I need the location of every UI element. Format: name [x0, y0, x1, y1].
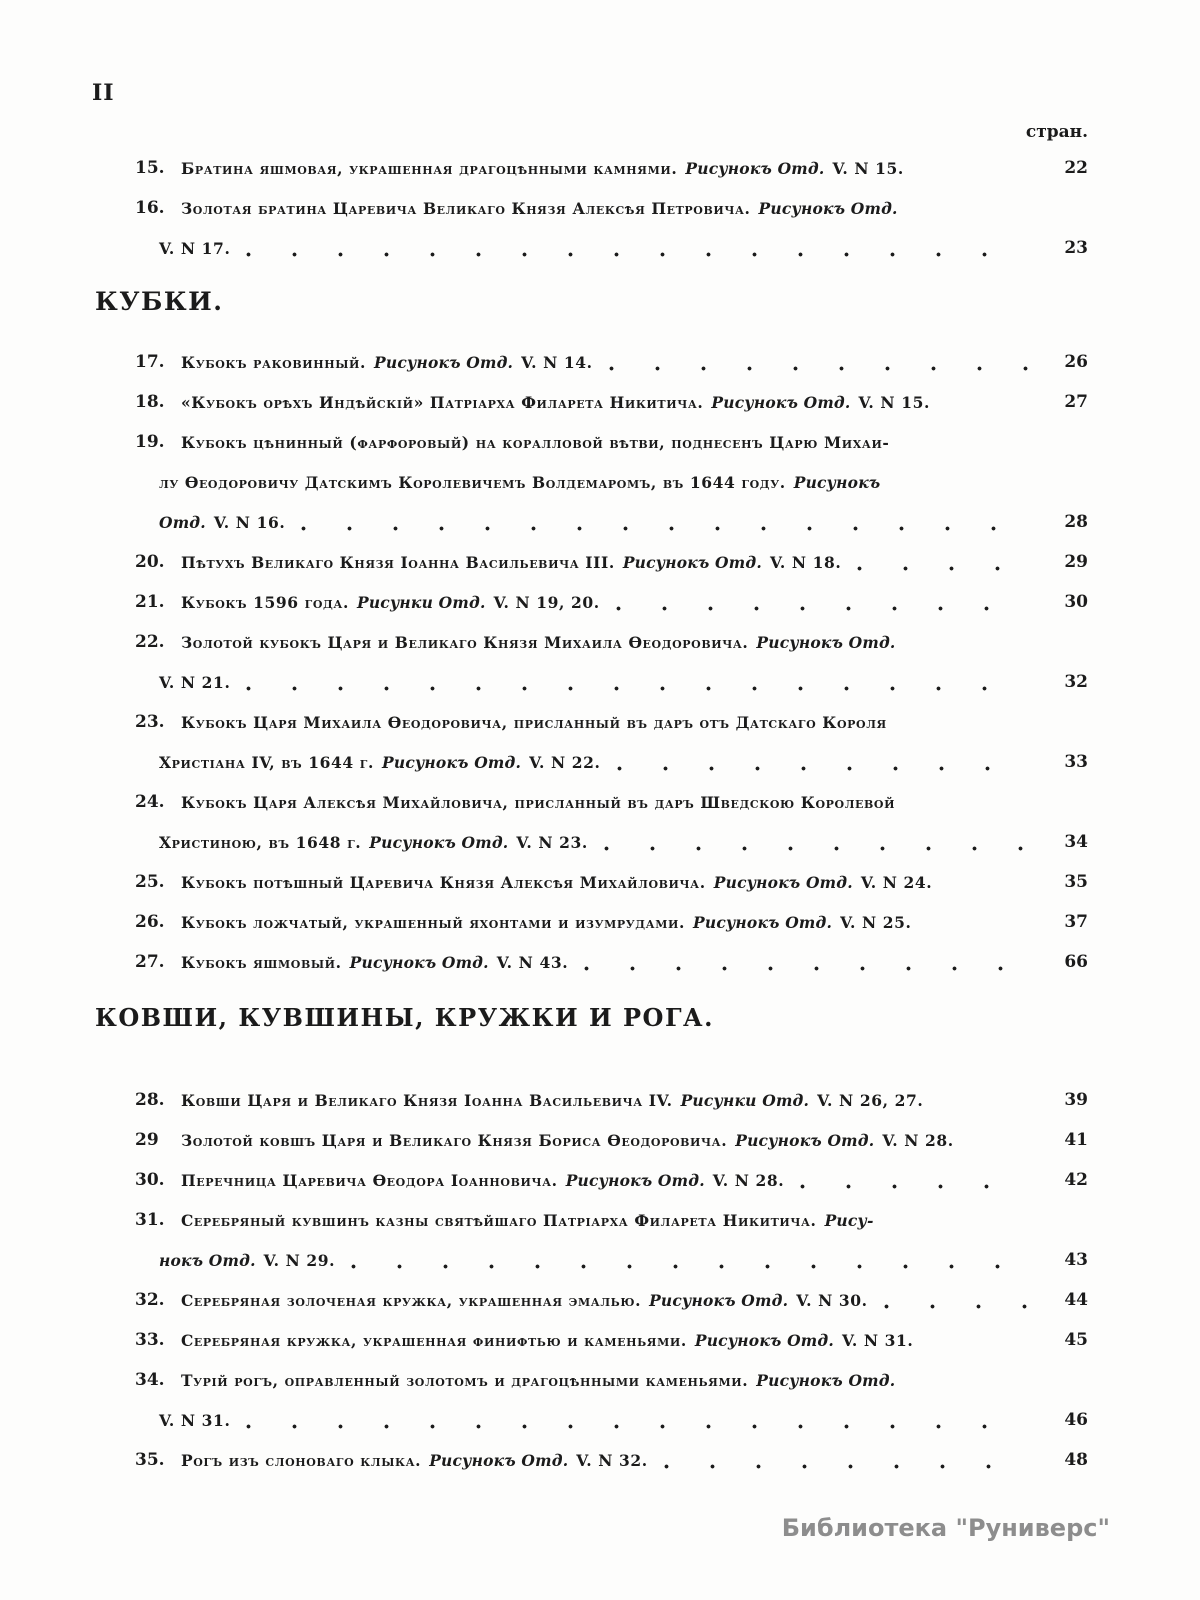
toc-item-line [95, 742, 1088, 782]
item-text: Кубокъ Царя Михаила Ѳеодоровича, присланный въ даръ отъ Датскаго Короля [181, 712, 887, 732]
toc-item-line [95, 902, 1088, 942]
figure-ref: Рисунокъ Отд. [711, 392, 851, 412]
toc-item-line [95, 422, 1088, 462]
toc-item-line [95, 1280, 1088, 1320]
item-number: 24. [135, 792, 165, 812]
figure-number: V. N 28. [882, 1130, 954, 1150]
dot-leader [616, 606, 1028, 611]
figure-ref: Рисунокъ Отд. [565, 1170, 705, 1190]
item-text: Золотой кубокъ Царя и Великаго Князя Михаила Ѳеодоровича. [181, 632, 749, 652]
item-text: Кубокъ раковинный. [181, 352, 367, 372]
figure-number: V. N 23. [516, 832, 588, 852]
table-of-contents [95, 116, 1088, 1480]
figure-ref: нокъ Отд. [159, 1250, 256, 1270]
section-heading-kovshi: КОВШИ, КУВШИНЫ, КРУЖКИ И РОГА. [95, 1003, 714, 1032]
toc-item-line [95, 1080, 1088, 1120]
item-text: Серебряная золоченая кружка, украшенная эмалью. [181, 1290, 642, 1310]
item-text: Кубокъ потѣшный Царевича Князя Алексѣя Михайловича. [181, 872, 706, 892]
toc-item-line [95, 342, 1088, 382]
dot-leader [800, 1184, 1028, 1189]
figure-ref: Рисунокъ Отд. [429, 1450, 569, 1470]
item-number: 32. [135, 1290, 165, 1310]
figure-ref: Рисунокъ Отд. [369, 832, 509, 852]
figure-ref: Рисунокъ Отд. [756, 1370, 896, 1390]
figure-ref: Рисунки Отд. [356, 592, 486, 612]
toc-item-line [95, 228, 1088, 268]
toc-item-line [95, 1440, 1088, 1480]
figure-number: V. N 15. [858, 392, 930, 412]
toc-item-line [95, 1240, 1088, 1280]
item-number: 18. [135, 392, 165, 412]
toc-item-line [95, 1200, 1088, 1240]
figure-number: V. N 14. [521, 352, 593, 372]
figure-number: V. N 31. [159, 1410, 231, 1430]
toc-item-line [95, 622, 1088, 662]
figure-ref: Рисунокъ Отд. [758, 198, 898, 218]
item-number: 19. [135, 432, 165, 452]
page-number: 37 [1064, 912, 1088, 932]
figure-ref: Рисунокъ Отд. [374, 352, 514, 372]
toc-item-line [95, 782, 1088, 822]
toc-item-line [95, 502, 1088, 542]
page-number: 42 [1064, 1170, 1088, 1190]
figure-ref: Рисунокъ Отд. [735, 1130, 875, 1150]
page-number: 33 [1064, 752, 1088, 772]
figure-number: V. N 28. [712, 1170, 785, 1190]
figure-number: V. N 31. [841, 1330, 914, 1350]
page-number: 44 [1064, 1290, 1088, 1310]
page-number: 22 [1064, 158, 1088, 178]
toc-item-line [95, 148, 1088, 188]
toc-item-line [95, 1320, 1088, 1360]
item-text: «Кубокъ орѣхъ Индѣйскій» Патріарха Филарета Никитича. [181, 392, 704, 412]
item-text: Ковши Царя и Великаго Князя Іоанна Васильевича IV. [181, 1090, 673, 1110]
dot-leader [617, 766, 1028, 771]
figure-ref: Рисунокъ Отд. [349, 952, 489, 972]
toc-item-line [95, 382, 1088, 422]
page-number: 35 [1064, 872, 1088, 892]
item-text: Пѣтухъ Великаго Князя Іоанна Васильевича III. [181, 552, 615, 572]
dot-leader [351, 1264, 1028, 1269]
item-text: Золотая братина Царевича Великаго Князя Алексѣя Петровича. [181, 198, 751, 218]
item-text: Братина яшмовая, украшенная драгоцѣнными камнями. [181, 158, 678, 178]
page-number: 30 [1064, 592, 1088, 612]
page-folio: II [92, 80, 115, 106]
item-text: Христіана IV, въ 1644 г. [159, 752, 374, 772]
item-number: 26. [135, 912, 165, 932]
dot-leader [664, 1464, 1028, 1469]
item-text: Кубокъ цѣнинный (фарфоровый) на коралловой вѣтви, поднесенъ Царю Михаи- [181, 432, 890, 452]
item-text: Турій рогъ, оправленный золотомъ и драгоцѣнными каменьями. [181, 1370, 749, 1390]
item-number: 27. [135, 952, 165, 972]
figure-number: V. N 25. [840, 912, 912, 932]
figure-ref: Рисунокъ Отд. [693, 912, 833, 932]
item-text: Кубокъ 1596 года. [181, 592, 349, 612]
toc-item-line [95, 582, 1088, 622]
section-heading-kubki: КУБКИ. [95, 287, 224, 316]
figure-number: V. N 21. [159, 672, 231, 692]
dot-leader [246, 1424, 1028, 1429]
item-number: 22. [135, 632, 165, 652]
figure-number: V. N 24. [860, 872, 933, 892]
page-number: 45 [1064, 1330, 1088, 1350]
page-number: 46 [1064, 1410, 1088, 1430]
figure-ref: Рисунки Отд. [680, 1090, 810, 1110]
item-text: Перечница Царевича Ѳеодора Іоанновича. [181, 1170, 558, 1190]
toc-item-line [95, 822, 1088, 862]
item-number: 30. [135, 1170, 165, 1190]
page-number: 32 [1064, 672, 1088, 692]
dot-leader [584, 966, 1028, 971]
item-number: 16. [135, 198, 165, 218]
figure-ref: Рисунокъ Отд. [694, 1330, 834, 1350]
item-number: 21. [135, 592, 165, 612]
figure-ref: Рисунокъ Отд. [382, 752, 522, 772]
figure-ref: Рисунокъ Отд. [713, 872, 853, 892]
dot-leader [609, 366, 1028, 371]
toc-item-line [95, 702, 1088, 742]
item-number: 15. [135, 158, 165, 178]
figure-ref: Рисунокъ Отд. [622, 552, 762, 572]
figure-ref: Рисунокъ Отд. [685, 158, 825, 178]
figure-number: V. N 16. [213, 512, 286, 532]
item-number: 25. [135, 872, 165, 892]
page-number: 41 [1064, 1130, 1088, 1150]
item-text: Серебряный кувшинъ казны святѣйшаго Патріарха Филарета Никитича. [181, 1210, 817, 1230]
item-text: Кубокъ Царя Алексѣя Михайловича, присланный въ даръ Шведскою Королевой [181, 792, 896, 812]
toc-item-line [95, 662, 1088, 702]
page-number: 39 [1064, 1090, 1088, 1110]
page-number: 27 [1064, 392, 1088, 412]
page-number: 66 [1064, 952, 1088, 972]
item-number: 31. [135, 1210, 165, 1230]
figure-number: V. N 32. [576, 1450, 648, 1470]
item-text: Золотой ковшъ Царя и Великаго Князя Бориса Ѳеодоровича. [181, 1130, 728, 1150]
dot-leader [884, 1304, 1028, 1309]
figure-ref: Рисунокъ [793, 472, 881, 492]
figure-number: V. N 22. [529, 752, 601, 772]
figure-number: V. N 18. [769, 552, 842, 572]
item-number: 28. [135, 1090, 165, 1110]
figure-number: V. N 17. [159, 238, 231, 258]
toc-item-line [95, 542, 1088, 582]
item-number: 33. [135, 1330, 165, 1350]
figure-ref: Рисунокъ Отд. [756, 632, 896, 652]
toc-item-line [95, 1360, 1088, 1400]
toc-item-line [95, 188, 1088, 228]
toc-item-line [95, 462, 1088, 502]
figure-ref: Отд. [159, 512, 206, 532]
figure-number: V. N 30. [796, 1290, 868, 1310]
dot-leader [301, 526, 1028, 531]
toc-item-line [95, 942, 1088, 982]
toc-item-line [95, 1400, 1088, 1440]
item-text: Кубокъ яшмовый. [181, 952, 342, 972]
toc-item-line [95, 1160, 1088, 1200]
page-number: 26 [1064, 352, 1088, 372]
item-text: лу Ѳеодоровичу Датскимъ Королевичемъ Волдемаромъ, въ 1644 году. [159, 472, 786, 492]
figure-number: V. N 19, 20. [493, 592, 600, 612]
dot-leader [246, 252, 1028, 257]
page-number: 28 [1064, 512, 1088, 532]
toc-item-line [95, 1120, 1088, 1160]
item-number: 23. [135, 712, 165, 732]
library-watermark: Библиотека "Руниверс" [781, 1514, 1110, 1542]
item-text: Кубокъ ложчатый, украшенный яхонтами и изумрудами. [181, 912, 685, 932]
item-number: 35. [135, 1450, 165, 1470]
item-text: Серебряная кружка, украшенная финифтью и каменьями. [181, 1330, 687, 1350]
dot-leader [246, 686, 1028, 691]
page-number: 34 [1064, 832, 1088, 852]
page-number: 48 [1064, 1450, 1088, 1470]
item-number: 34. [135, 1370, 165, 1390]
page-number: 29 [1064, 552, 1088, 572]
page-number: 43 [1064, 1250, 1088, 1270]
dot-leader [604, 846, 1028, 851]
dot-leader [857, 566, 1028, 571]
figure-number: V. N 15. [832, 158, 904, 178]
page-number: 23 [1064, 238, 1088, 258]
item-number: 29 [135, 1130, 159, 1150]
item-number: 20. [135, 552, 165, 572]
column-header-pages: стран. [1025, 122, 1088, 142]
toc-item-line [95, 862, 1088, 902]
figure-ref: Рисунокъ Отд. [649, 1290, 789, 1310]
figure-number: V. N 29. [263, 1250, 336, 1270]
item-text: Рогъ изъ слоноваго клыка. [181, 1450, 422, 1470]
figure-ref: Рису- [824, 1210, 874, 1230]
item-text: Христиною, въ 1648 г. [159, 832, 362, 852]
figure-number: V. N 43. [496, 952, 569, 972]
figure-number: V. N 26, 27. [817, 1090, 924, 1110]
item-number: 17. [135, 352, 165, 372]
